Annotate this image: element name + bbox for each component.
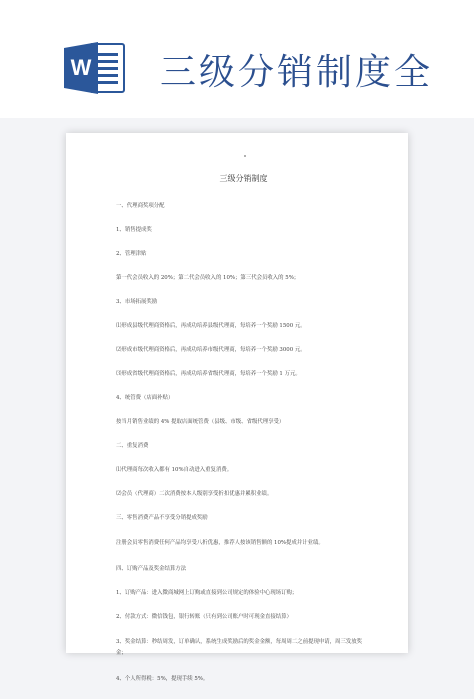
paragraph: 4、个人所得税：5%，提现手续 5%。 — [116, 676, 209, 682]
paragraph: ⑶形成省级代理商资格后，再成功培养省级代理商，每培养一个奖励 1 万元。 — [116, 371, 301, 377]
banner-title: 三级分销制度全 — [160, 52, 434, 93]
paragraph: 1、销售提成奖 — [116, 227, 152, 233]
paragraph: ⑵形成市级代理商资格后，再成功培养市级代理商，每培养一个奖励 3000 元。 — [116, 347, 306, 353]
paragraph: 第一代会员收入的 20%；第二代会员收入的 10%；第三代会员收入的 5%； — [116, 275, 300, 281]
paragraph: 3、市场拓展奖励 — [116, 299, 158, 305]
paragraph: 一、代理商奖项分配 — [116, 203, 165, 209]
document-body — [116, 173, 371, 699]
paragraph: 注册会员零售消费任何产品均享受八折优惠，推荐人按该销售额的 10%提成并计业绩。 — [116, 540, 324, 546]
word-document-icon — [64, 40, 128, 96]
paragraph: 1、订购产品：进入微商城网上订购或直接到公司规定的体验中心现场订购； — [116, 590, 298, 596]
paragraph: 按当月销售业绩的 4% 提取店面统管费（县级、市级、省级代理享受） — [116, 419, 285, 425]
paragraph: ⑴代理商每次收入都有 10%自动进入重复消费。 — [116, 467, 233, 473]
paragraph: 四、订购产品及奖金结算方法 — [116, 566, 187, 572]
paragraph: 三、零售消费产品不享受分销提成奖励 — [116, 515, 208, 521]
paragraph: ⑴形成县级代理商资格后，再成功培养县级代理商，每培养一个奖励 1500 元。 — [116, 323, 306, 329]
paragraph: 2、管理津贴 — [116, 251, 147, 257]
paragraph: 4、统管费（店面补贴） — [116, 395, 174, 401]
document-title: 三级分销制度 — [219, 174, 268, 183]
logo-letter: W — [70, 55, 92, 80]
page-dot — [244, 155, 246, 157]
paragraph: ⑵会员（代理商）二次消费按本人级别享受折扣优惠并累积业绩。 — [116, 491, 273, 497]
header-banner — [0, 0, 474, 118]
document-page — [66, 133, 408, 682]
paragraph: 二、重复消费 — [116, 443, 149, 449]
paragraph: 3、奖金结算：秒结周发，订单确认，系统生成奖励后的奖金金额，每周周二之前提现申请，周三发放奖金； — [116, 639, 363, 656]
paragraph: 2、付款方式：微信钱包，银行转账（只有到公司账户时可现金直接结算） — [116, 614, 292, 620]
